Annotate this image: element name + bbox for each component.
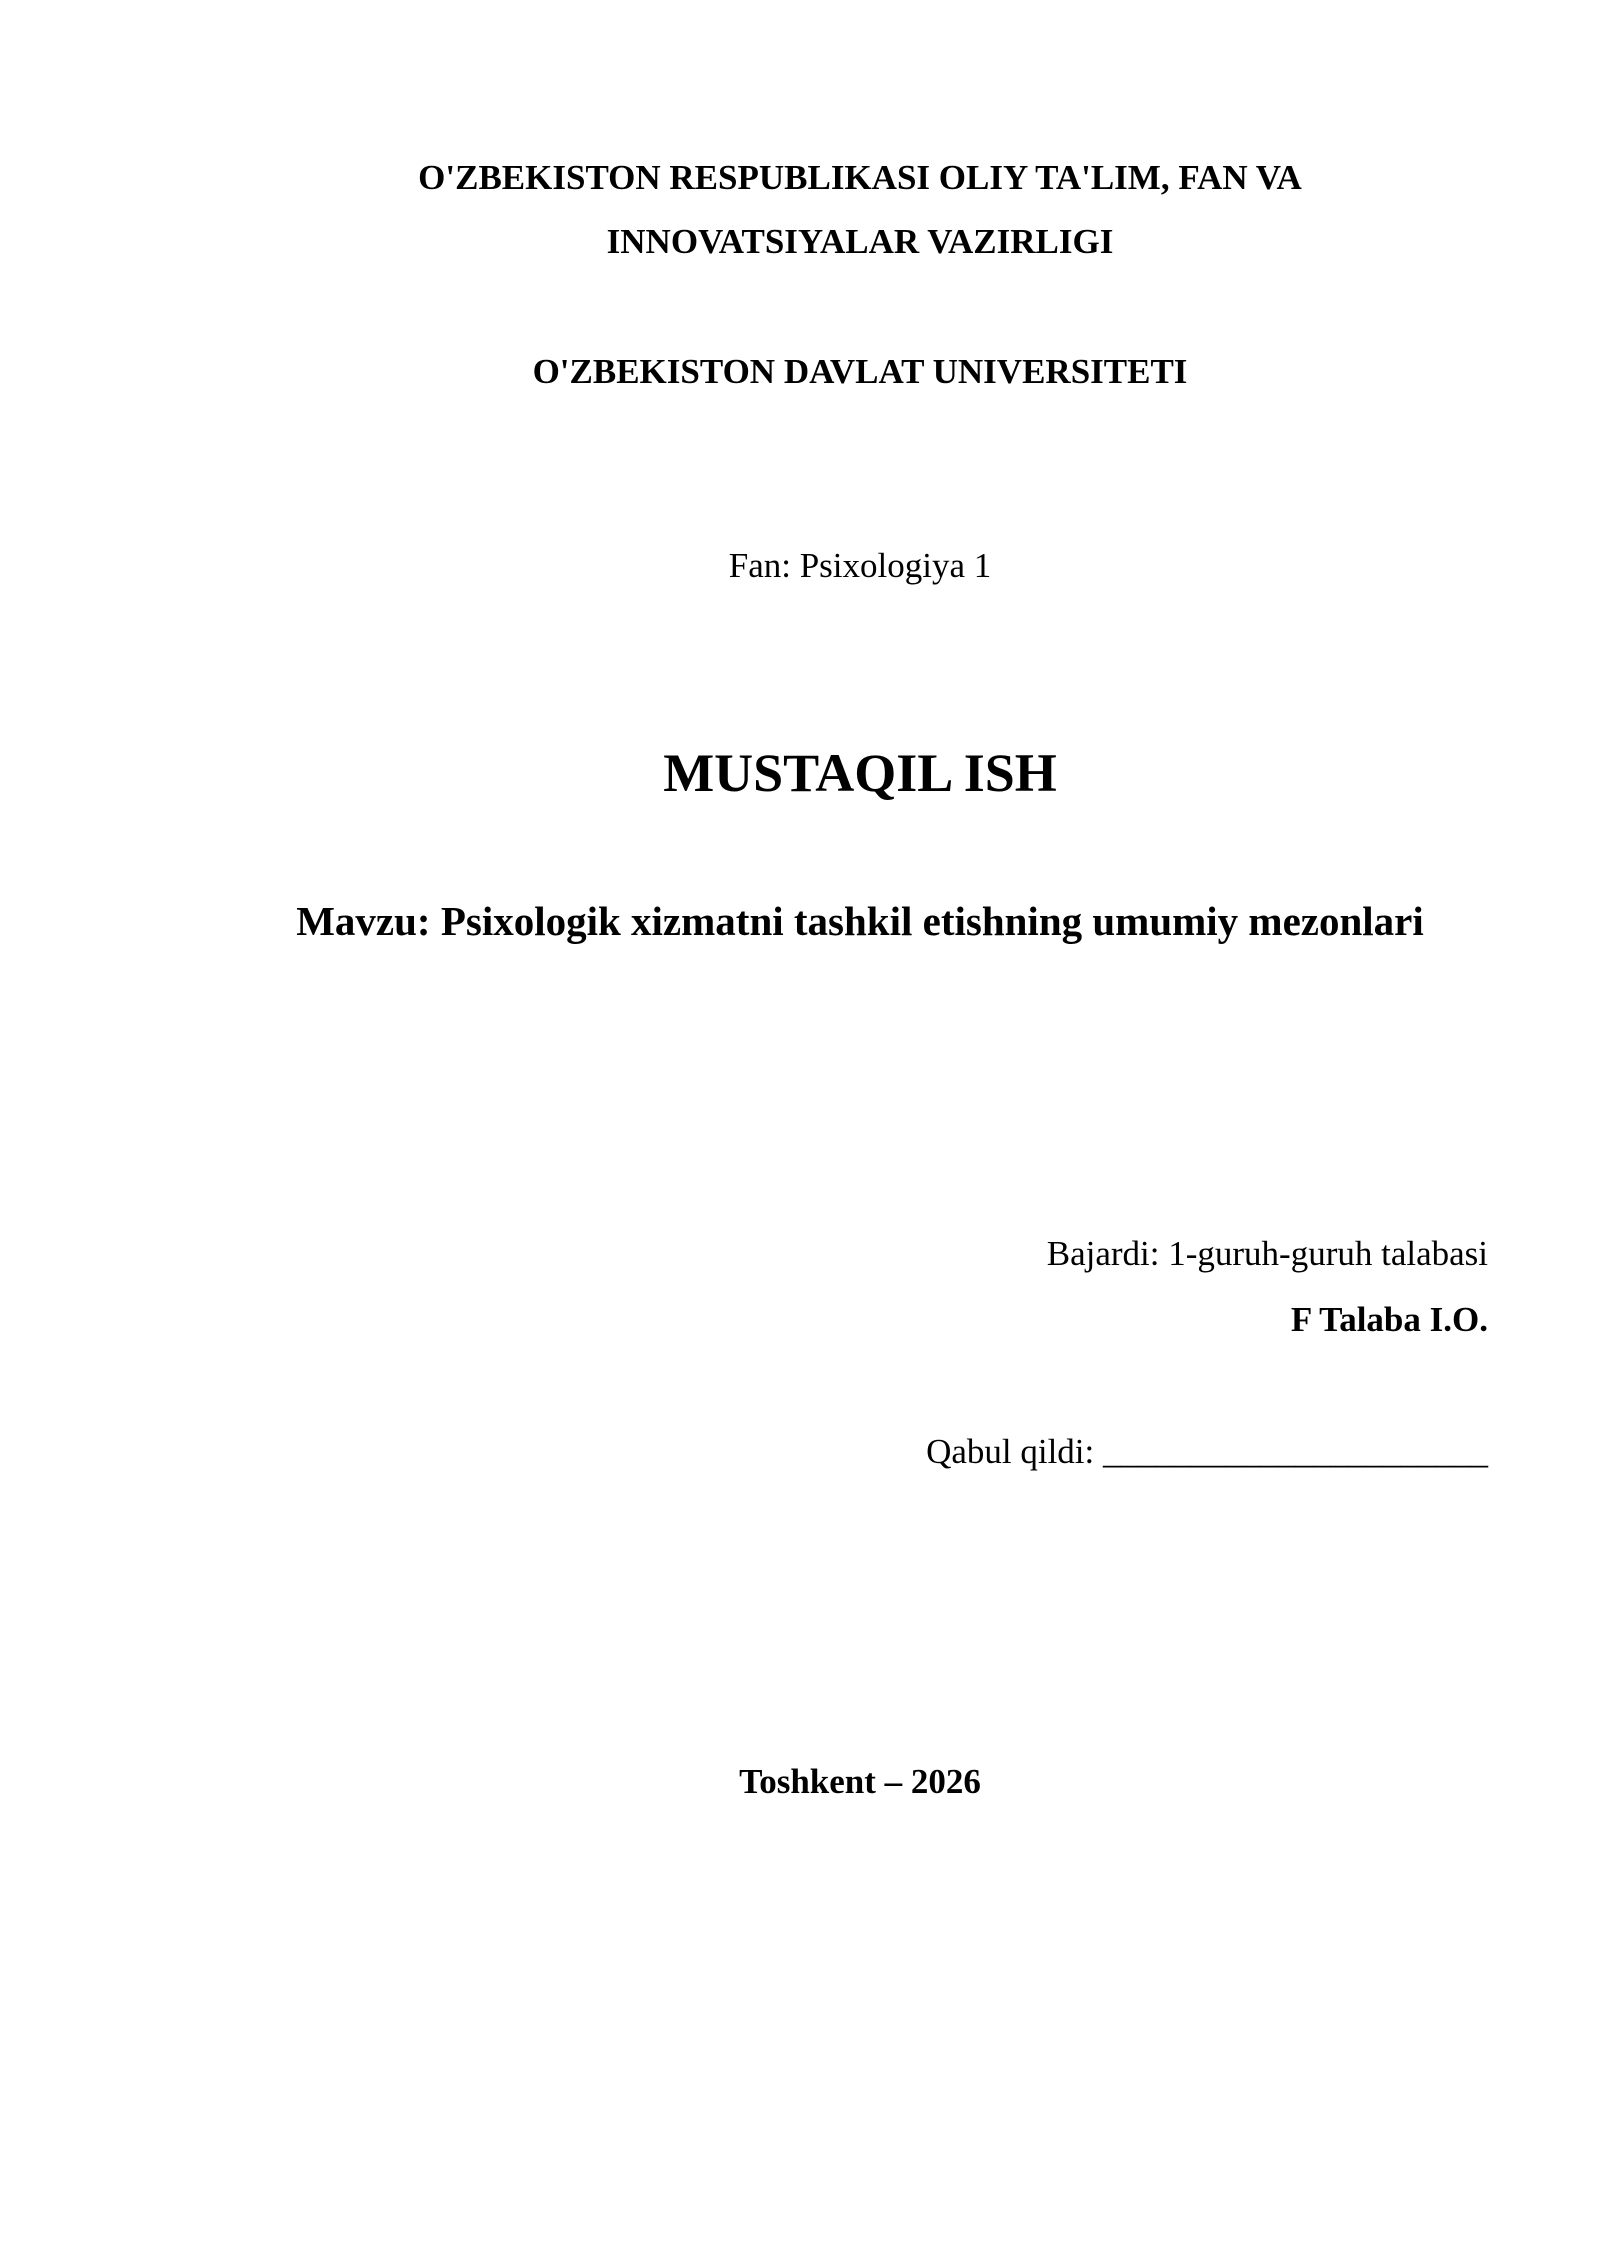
subject-line: Fan: Psixologiya 1 [728,546,992,585]
student-name: F Talaba I.O. [1290,1300,1488,1339]
topic-line: Mavzu: Psixologik xizmatni tashkil etishning umumiy mezonlari [296,898,1424,944]
ministry-name-line-2: INNOVATSIYALAR VAZIRLIGI [606,222,1114,261]
university-name: O'ZBEKISTON DAVLAT UNIVERSITETI [532,352,1188,391]
city-year: Toshkent – 2026 [739,1762,981,1801]
accepted-by-line: Qabul qildi: ______________________ [926,1432,1488,1471]
ministry-name-line-1: O'ZBEKISTON RESPUBLIKASI OLIY TA'LIM, FAN VA [418,158,1302,197]
performed-by-line: Bajardi: 1-guruh-guruh talabasi [1046,1234,1488,1273]
document-title: MUSTAQIL ISH [663,743,1057,803]
